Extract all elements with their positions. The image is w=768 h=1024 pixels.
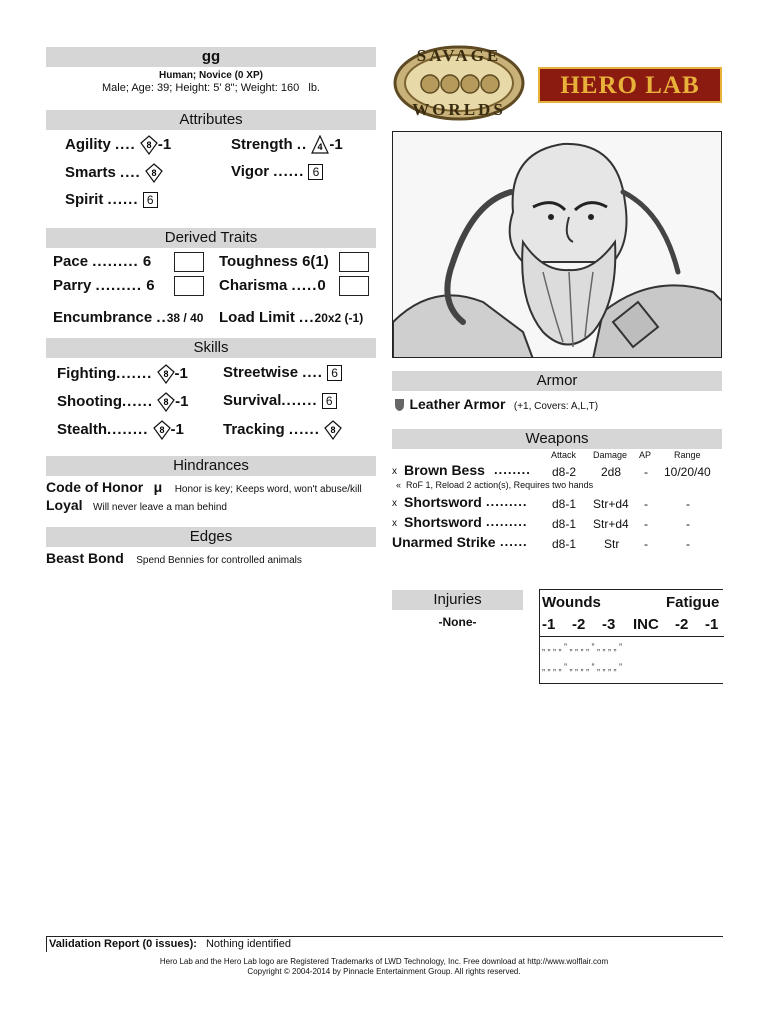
attribute-agility: Agility .... 8 -1 (65, 135, 171, 155)
stealth-die-value: 8 (159, 425, 165, 435)
toughness-trait: Toughness 6(1) (219, 253, 329, 270)
footer-divider (46, 936, 723, 937)
injuries-value: -None- (438, 615, 477, 629)
weapons-col-ap: AP (639, 450, 652, 460)
skill-survival: Survival....... 6 (223, 392, 337, 409)
d8-die-icon (157, 364, 175, 384)
wounds-label: Wounds (542, 594, 601, 611)
strength-die-value: 4 (317, 142, 323, 152)
character-name-bar (46, 47, 376, 67)
d8-die-icon (324, 420, 342, 440)
edges-header: Edges (46, 527, 376, 547)
injuries-header: Injuries (392, 590, 523, 610)
d6-die-icon: 6 (327, 365, 342, 381)
major-hindrance-icon: μ (153, 479, 163, 495)
race-rank: Human; Novice (0 XP) (159, 70, 263, 81)
footer-trademark: Hero Lab and the Hero Lab logo are Registered Trademarks of LWD Technology, Inc. Free download at http://www.wolflair.com (159, 957, 609, 966)
toughness-input-box[interactable] (339, 252, 369, 272)
wound-level-incapacitated: INC (633, 616, 659, 633)
parry-input-box[interactable] (174, 276, 204, 296)
wound-level: -1 (542, 616, 556, 633)
fatigue-label: Fatigue (666, 594, 720, 611)
fatigue-level: -1 (705, 616, 719, 633)
weapon-row: x Shortsword ......... d8-1 Str+d4 - - (392, 514, 690, 531)
shooting-die-value: 8 (163, 397, 169, 407)
d4-die-icon (311, 135, 329, 155)
validation-report: Validation Report (0 issues): Nothing identified (49, 938, 291, 950)
fatigue-level: -2 (675, 616, 689, 633)
attribute-smarts: Smarts .... 8 (65, 163, 163, 183)
character-name: gg (201, 48, 221, 65)
hindrance-code-of-honor: Code of Honor μ Honor is key; Keeps word, won't abuse/kill (46, 479, 362, 495)
footer-copyright: Copyright © 2004-2014 by Pinnacle Entertainment Group. All rights reserved. (247, 967, 521, 976)
weapon-row: Unarmed Strike ...... d8-1 Str - - (392, 534, 690, 551)
smarts-die-value: 8 (151, 168, 157, 178)
skill-stealth: Stealth........ 8 -1 (57, 420, 184, 440)
d8-die-icon (153, 420, 171, 440)
wounds-fatigue-box (539, 589, 723, 684)
armor-shield-icon (394, 398, 405, 412)
skill-tracking: Tracking ...... 8 (223, 420, 342, 440)
attribute-spirit: Spirit ...... 6 (65, 191, 158, 208)
savage-logo-top-text: SAVAGE (416, 46, 502, 65)
hero-lab-logo-text: HERO LAB (560, 72, 700, 99)
wound-level: -3 (602, 616, 616, 633)
hindrance-loyal: Loyal Will never leave a man behind (46, 497, 227, 513)
d6-die-icon: 6 (308, 164, 323, 180)
validation-divider (46, 936, 47, 952)
charisma-trait: Charisma .....0 (219, 277, 326, 294)
wounds-track-row[interactable]: „ „ „ „ ” „ „ „ „ ” „ „ „ „ ” (542, 642, 622, 652)
d8-die-icon (157, 392, 175, 412)
fighting-die-value: 8 (163, 369, 169, 379)
skill-shooting: Shooting...... 8 -1 (57, 392, 189, 412)
savage-worlds-logo (392, 44, 526, 122)
character-portrait (392, 131, 722, 358)
d8-die-icon (145, 163, 163, 183)
d6-die-icon: 6 (143, 192, 158, 208)
attribute-vigor: Vigor ...... 6 (231, 163, 323, 180)
load-limit-trait: Load Limit ...20x2 (-1) (219, 309, 364, 326)
attribute-strength: Strength .. 4 -1 (231, 135, 343, 155)
d8-die-icon (140, 135, 158, 155)
d6-die-icon: 6 (322, 393, 337, 409)
pace-trait: Pace ......... 6 (53, 253, 152, 270)
encumbrance-trait: Encumbrance ..38 / 40 (53, 309, 204, 326)
attributes-header: Attributes (46, 110, 376, 130)
wound-level: -2 (572, 616, 586, 633)
hindrances-header: Hindrances (46, 456, 376, 476)
hero-lab-logo (538, 67, 722, 103)
edge-beast-bond: Beast Bond Spend Bennies for controlled animals (46, 550, 302, 566)
pace-input-box[interactable] (174, 252, 204, 272)
weapon-row: x Shortsword ......... d8-1 Str+d4 - - (392, 494, 690, 511)
wounds-track-row[interactable]: „ „ „ „ ” „ „ „ „ ” „ „ „ „ ” (542, 662, 622, 672)
weapons-col-range: Range (674, 450, 701, 460)
skill-fighting: Fighting....... 8 -1 (57, 364, 188, 384)
agility-die-value: 8 (146, 140, 152, 150)
weapons-header: Weapons (392, 429, 722, 449)
tracking-die-value: 8 (330, 425, 336, 435)
skills-header: Skills (46, 338, 376, 358)
skill-streetwise: Streetwise .... 6 (223, 364, 342, 381)
character-details: Male; Age: 39; Height: 5' 8"; Weight: 160 lb. (102, 82, 320, 94)
charisma-input-box[interactable] (339, 276, 369, 296)
weapon-row: x Brown Bess ........ d8-2 2d8 - 10/20/40 (392, 462, 711, 479)
armor-leather-armor: Leather Armor (+1, Covers: A,L,T) (394, 396, 598, 414)
weapon-note: « RoF 1, Reload 2 action(s), Requires two hands (396, 480, 594, 490)
weapons-col-attack: Attack (551, 450, 577, 460)
armor-header: Armor (392, 371, 722, 391)
derived-traits-header: Derived Traits (46, 228, 376, 248)
dwarf-portrait-image (393, 132, 722, 358)
savage-logo-bottom-text: WORLDS (412, 100, 506, 119)
wounds-track-divider (540, 636, 724, 637)
weapons-col-damage: Damage (593, 450, 628, 460)
parry-trait: Parry ......... 6 (53, 277, 155, 294)
